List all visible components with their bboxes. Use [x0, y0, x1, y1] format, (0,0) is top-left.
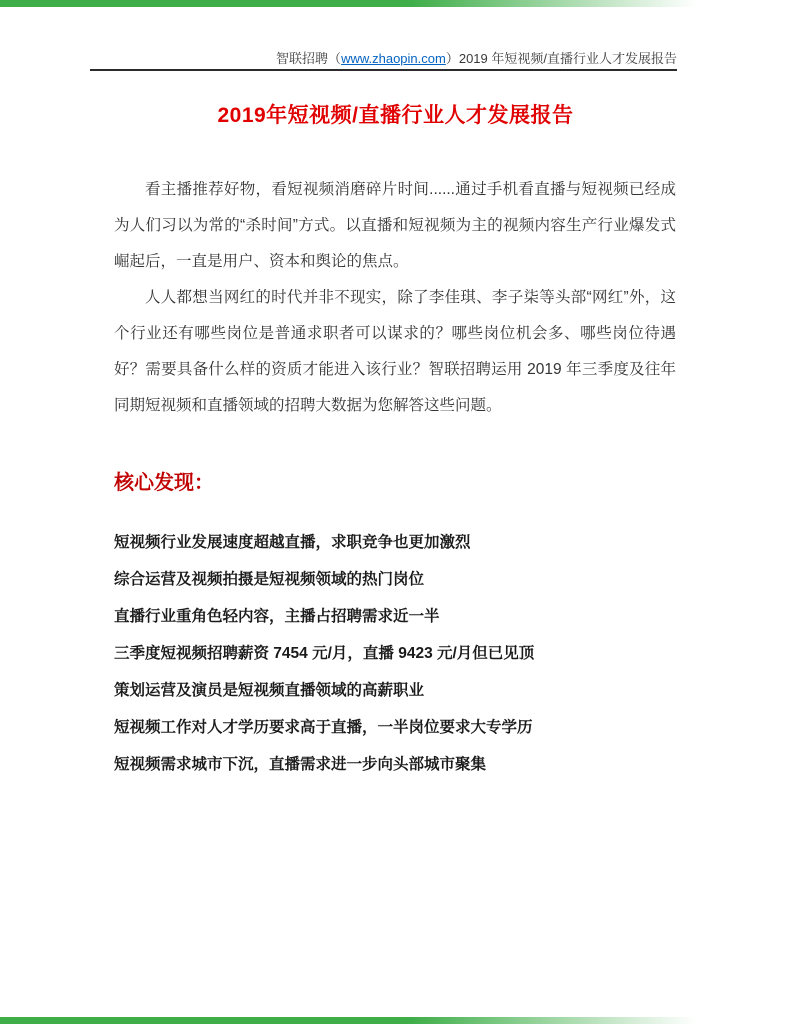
header-suffix: ）2019 年短视频/直播行业人才发展报告	[445, 51, 677, 66]
finding-item-3: 直播行业重角色轻内容，主播占招聘需求近一半	[114, 608, 440, 625]
header-prefix: 智联招聘（	[276, 51, 342, 66]
finding-item-6: 短视频工作对人才学历要求高于直播，一半岗位要求大专学历	[114, 719, 533, 736]
intro-paragraph-1: 看主播推荐好物，看短视频消磨碎片时间......通过手机看直播与短视频已经成为人们习以为常的“杀时间”方式。以直播和短视频为主的视频内容生产行业爆发式崛起后，一直是用户、资本和舆论的焦点。	[114, 181, 676, 270]
page-header	[90, 48, 677, 67]
key-findings-list	[114, 524, 714, 783]
finding-item-4: 三季度短视频招聘薪资 7454 元/月，直播 9423 元/月但已见顶	[114, 645, 535, 662]
top-accent-bar	[0, 0, 791, 7]
zhaopin-link[interactable]: www.zhaopin.com	[341, 51, 446, 66]
finding-item-5: 策划运营及演员是短视频直播领域的高薪职业	[114, 682, 425, 699]
header-divider	[90, 69, 677, 71]
key-findings-heading: 核心发现：	[114, 472, 214, 494]
intro-section	[114, 172, 676, 424]
report-title: 2019年短视频/直播行业人才发展报告	[217, 104, 574, 127]
bottom-accent-bar	[0, 1017, 791, 1024]
intro-paragraph-2: 人人都想当网红的时代并非不现实，除了李佳琪、李子柒等头部“网红”外，这个行业还有哪些岗位是普通求职者可以谋求的？哪些岗位机会多、哪些岗位待遇好？需要具备什么样的资质才能进入该行业？智联招聘运用 2019 年三季度及往年同期短视频和直播领域的招聘大数据为您解答这些问题。	[114, 289, 676, 414]
finding-item-1: 短视频行业发展速度超越直播，求职竞争也更加激烈	[114, 534, 471, 551]
finding-item-2: 综合运营及视频拍摄是短视频领域的热门岗位	[114, 571, 425, 588]
finding-item-7: 短视频需求城市下沉，直播需求进一步向头部城市聚集	[114, 756, 487, 773]
